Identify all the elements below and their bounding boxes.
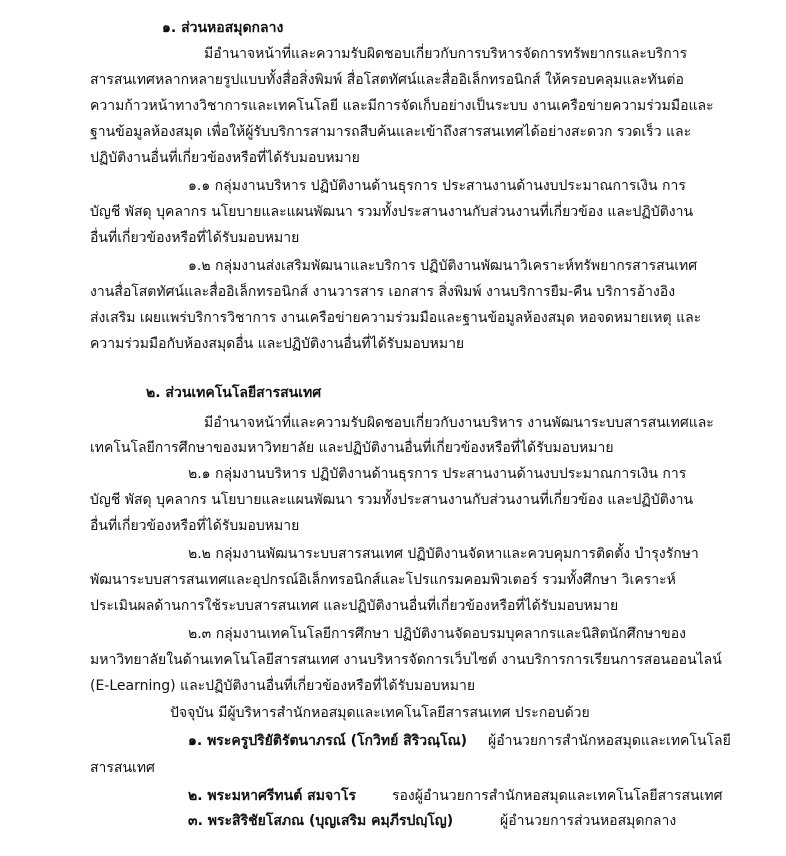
administrator-3-name: ๓. พระสิริชัยโสภณ (บุญเสริม คมฺภีรปญฺโญ) [188,813,454,829]
paragraph-line: ๒.๒ กลุ่มงานพัฒนาระบบสารสนเทศ ปฏิบัติงานจัดหาและควบคุมการติดตั้ง บำรุงรักษา [188,546,699,562]
paragraph-line: ๑.๒ กลุ่มงานส่งเสริมพัฒนาและบริการ ปฏิบัติงานพัฒนาวิเคราะห์ทรัพยากรสารสนเทศ [188,258,698,274]
paragraph-line: บัญชี พัสดุ บุคลากร นโยบายและแผนพัฒนา รวมทั้งประสานงานกับส่วนงานที่เกี่ยวข้อง และปฏิบัติงาน [90,204,694,220]
administrator-2-position: รองผู้อำนวยการสำนักหอสมุดและเทคโนโลยีสารสนเทศ [392,788,723,804]
administrator-1-position-cont: สารสนเทศ [90,760,155,776]
administrator-2-name: ๒. พระมหาศรีทนต์ สมจาโร [188,788,357,804]
paragraph-line: ปฏิบัติงานอื่นที่เกี่ยวข้องหรือที่ได้รับมอบหมาย [90,150,360,166]
paragraph-line: ประเมินผลด้านการใช้ระบบสารสนเทศ และปฏิบัติงานอื่นที่เกี่ยวข้องหรือที่ได้รับมอบหมาย [90,598,619,614]
paragraph-line: ส่งเสริม เผยแพร่บริการวิชาการ งานเครือข่ายความร่วมมือและฐานข้อมูลห้องสมุด หอจดหมายเหตุ และ [90,310,702,326]
paragraph-line: งานสื่อโสตทัศน์และสื่ออิเล็กทรอนิกส์ งานวารสาร เอกสาร สิ่งพิมพ์ งานบริการยืม-คืน บริการอ้างอิง [90,284,676,300]
paragraph-line: ความร่วมมือกับห้องสมุดอื่น และปฏิบัติงานอื่นที่ได้รับมอบหมาย [90,336,465,352]
paragraph-line: ๑.๑ กลุ่มงานบริหาร ปฏิบัติงานด้านธุรการ ประสานงานด้านงบประมาณการเงิน การ [188,178,686,194]
paragraph-line: บัญชี พัสดุ บุคลากร นโยบายและแผนพัฒนา รวมทั้งประสานงานกับส่วนงานที่เกี่ยวข้อง และปฏิบัติงาน [90,492,694,508]
administrators-intro: ปัจจุบัน มีผู้บริหารสำนักหอสมุดและเทคโนโลยีสารสนเทศ ประกอบด้วย [170,705,590,721]
paragraph-line: ความก้าวหน้าทางวิชาการและเทคโนโลยี และมีการจัดเก็บอย่างเป็นระบบ งานเครือข่ายความร่วมมือและ [90,98,714,114]
paragraph-line: ฐานข้อมูลห้องสมุด เพื่อให้ผู้รับบริการสามารถสืบค้นและเข้าถึงสารสนเทศได้อย่างสะดวก รวดเร็ว และ [90,124,692,140]
paragraph-line: เทคโนโลยีการศึกษาของมหาวิทยาลัย และปฏิบัติงานอื่นที่เกี่ยวข้องหรือที่ได้รับมอบหมาย [90,440,614,456]
paragraph-line: อื่นที่เกี่ยวข้องหรือที่ได้รับมอบหมาย [90,518,300,534]
paragraph-line: มีอำนาจหน้าที่และความรับผิดชอบเกี่ยวกับงานบริหาร งานพัฒนาระบบสารสนเทศและ [204,415,714,431]
paragraph-line: สารสนเทศหลากหลายรูปแบบทั้งสื่อสิ่งพิมพ์ สื่อโสตทัศน์และสื่ออิเล็กทรอนิกส์ ให้ครอบคลุมและทันต่อ [90,72,684,88]
paragraph-line: มีอำนาจหน้าที่และความรับผิดชอบเกี่ยวกับการบริหารจัดการทรัพยากรและบริการ [204,46,688,62]
paragraph-line: มหาวิทยาลัยในด้านเทคโนโลยีสารสนเทศ งานบริหารจัดการเว็บไซต์ งานบริการการเรียนการสอนออนไลน์ [90,652,722,668]
administrator-1-position: ผู้อำนวยการสำนักหอสมุดและเทคโนโลยี [488,733,731,749]
paragraph-line: พัฒนาระบบสารสนเทศและอุปกรณ์อิเล็กทรอนิกส์และโปรแกรมคอมพิวเตอร์ รวมทั้งศึกษา วิเคราะห์ [90,572,676,588]
section-2-heading: ๒. ส่วนเทคโนโลยีสารสนเทศ [146,385,322,401]
paragraph-line: (E-Learning) และปฏิบัติงานอื่นที่เกี่ยวข้องหรือที่ได้รับมอบหมาย [90,678,476,694]
paragraph-line: ๒.๓ กลุ่มงานเทคโนโลยีการศึกษา ปฏิบัติงานจัดอบรมบุคลากรและนิสิตนักศึกษาของ [188,626,686,642]
paragraph-line: ๒.๑ กลุ่มงานบริหาร ปฏิบัติงานด้านธุรการ ประสานงานด้านงบประมาณการเงิน การ [188,466,687,482]
paragraph-line: อื่นที่เกี่ยวข้องหรือที่ได้รับมอบหมาย [90,230,300,246]
administrator-3-position: ผู้อำนวยการส่วนหอสมุดกลาง [500,813,677,829]
administrator-1-name: ๑. พระครูปริยัติรัตนาภรณ์ (โกวิทย์ สิริวณฺโณ) [188,733,467,749]
section-1-heading: ๑. ส่วนหอสมุดกลาง [162,20,284,36]
